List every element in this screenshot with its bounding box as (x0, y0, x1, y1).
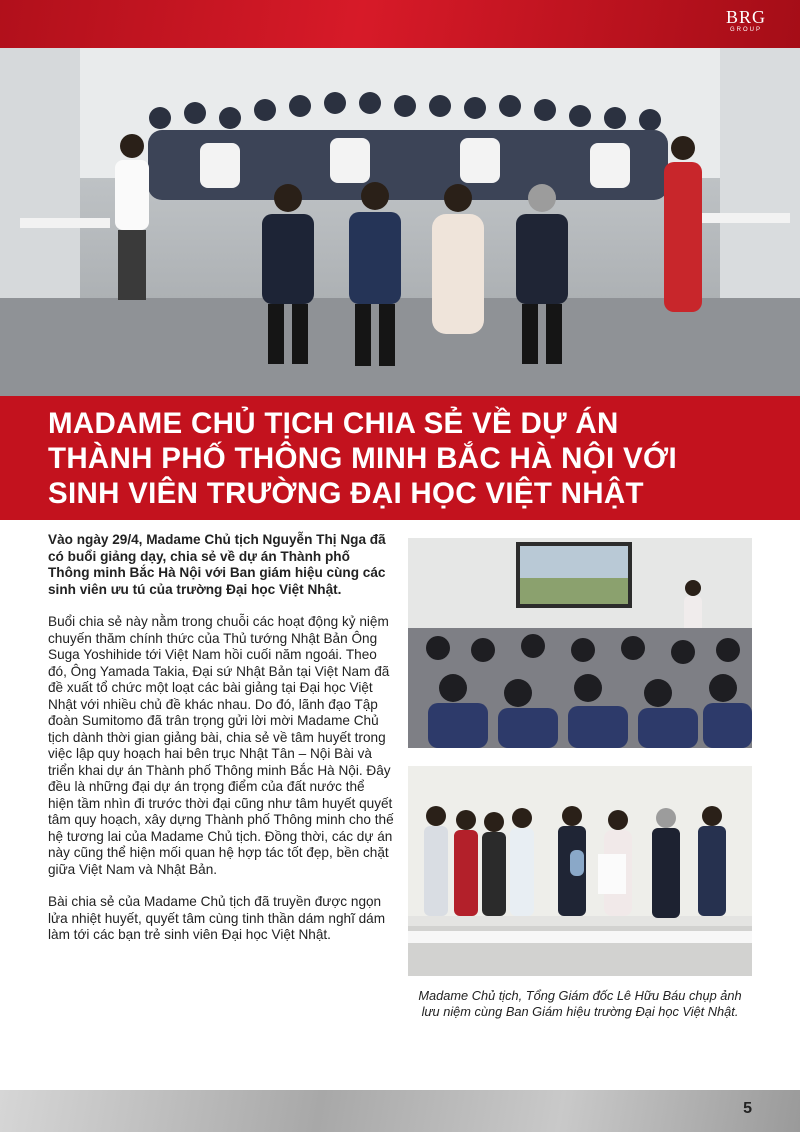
top-banner (0, 0, 800, 48)
souvenir-photo-icon (408, 766, 752, 976)
lecture-photo (408, 538, 752, 748)
title-line: THÀNH PHỐ THÔNG MINH BẮC HÀ NỘI VỚI (48, 442, 677, 475)
article-title (48, 406, 778, 511)
souvenir-photo (408, 766, 752, 976)
article-body (48, 532, 394, 960)
lecture-hall-photo-icon (408, 538, 752, 748)
logo-text: BRG (725, 7, 766, 27)
title-line: MADAME CHỦ TỊCH CHIA SẺ VỀ DỰ ÁN (48, 407, 619, 440)
page-number: 5 (743, 1100, 752, 1117)
body-paragraph: Bài chia sẻ của Madame Chủ tịch đã truyền được ngọn lửa nhiệt huyết, quyết tâm cùng tinh thần dám nghĩ dám làm tới các bạn trẻ sinh viên Đại học Việt Nhật. (48, 894, 386, 942)
hero-group-photo (0, 48, 800, 396)
brg-group-logo (722, 8, 770, 34)
group-photo-students-icon (0, 48, 800, 396)
photo-caption: Madame Chủ tịch, Tổng Giám đốc Lê Hữu Báu chụp ảnh lưu niệm cùng Ban Giám hiệu trường Đại học Việt Nhật. (418, 988, 742, 1019)
logo-subtext: GROUP (729, 27, 762, 33)
body-paragraph: Buổi chia sẻ này nằm trong chuỗi các hoạt động kỷ niệm chuyến thăm chính thức của Thủ tướng Nhật Bản Ông Suga Yoshihide tới Việt Nam hồi cuối năm ngoái. Theo đó, Ông Yamada Takia, Đại sứ Nhật Bản tại Việt Nam đã đề xuất tổ chức một loạt các bài giảng tại Đại học Việt Nhật với nhiều chủ đề khác nhau. Do đó, lãnh đạo Tập đoàn Sumitomo đã trân trọng gửi lời mời Madame Chủ tịch dành thời gian giảng bài, chia sẻ về tâm huyết trong việc lập quy hoạch hai bên trục Nhật Tân – Nội Bài và triển khai dự án Thành phố Thông minh Bắc Hà Nội. Đây đều là những đại dự án trọng điểm của đất nước thể hiện tầm nhìn đi trước thời đại cũng như tâm huyết quyết tâm quy hoạch, xây dựng Thành phố Thông minh cho thế hệ tương lai của Madame Chủ tịch. Đồng thời, các dự án này cũng thể hiện mối quan hệ hợp tác tốt đẹp, bền chặt giữa Việt Nam và Nhật Bản. (48, 614, 394, 877)
footer-bar (0, 1090, 800, 1132)
title-line: SINH VIÊN TRƯỜNG ĐẠI HỌC VIỆT NHẬT (48, 477, 644, 510)
lead-paragraph: Vào ngày 29/4, Madame Chủ tịch Nguyễn Thị Nga đã có buổi giảng dạy, chia sẻ về dự án Thành phố Thông minh Bắc Hà Nội với Ban giám hiệu cùng các sinh viên ưu tú của trường Đại học Việt Nhật. (48, 532, 386, 597)
